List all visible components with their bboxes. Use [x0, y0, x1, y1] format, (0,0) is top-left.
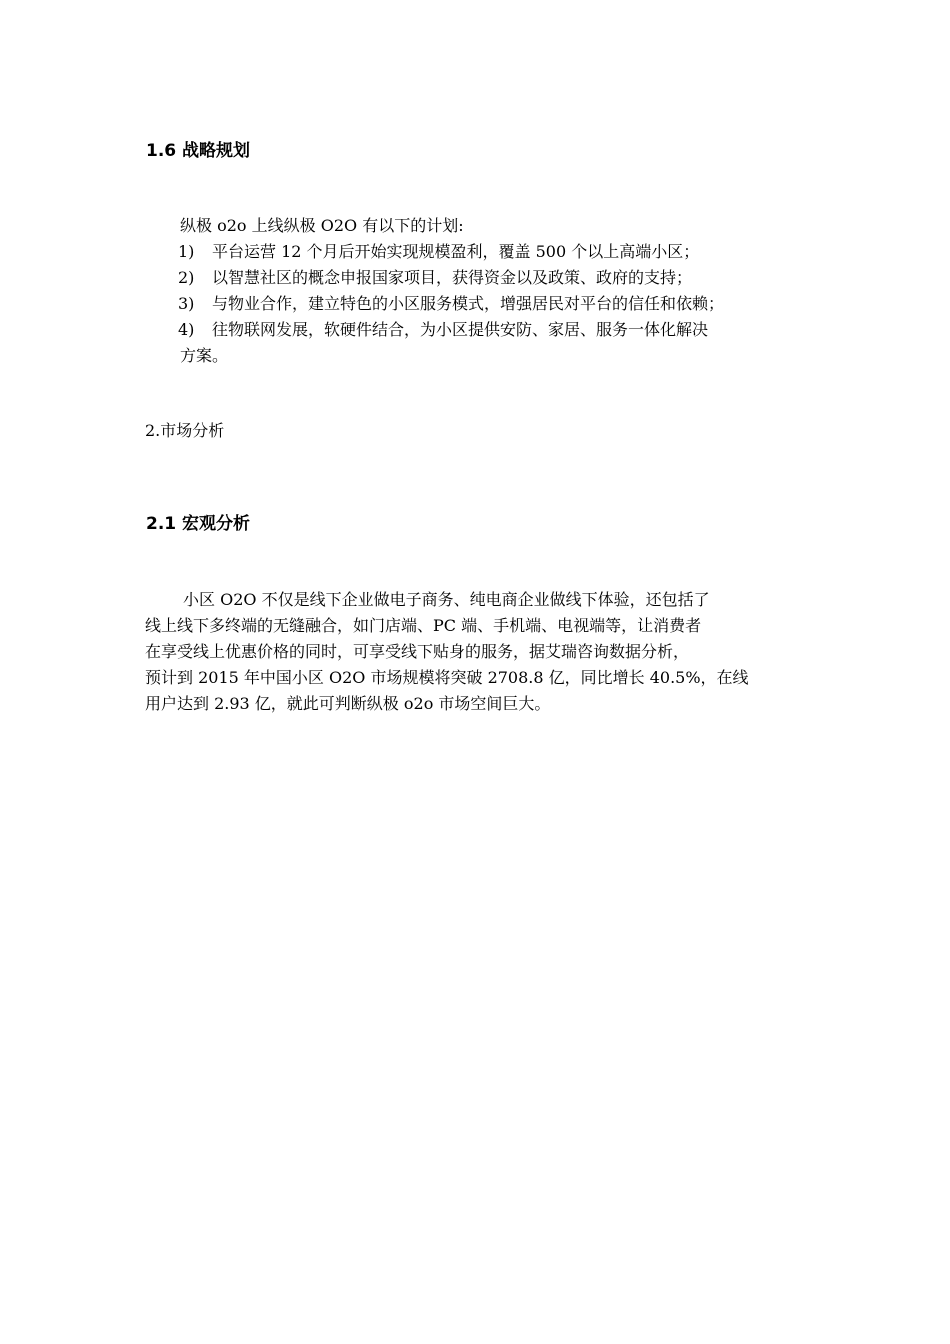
section-2-heading: 2.市场分析	[145, 421, 225, 440]
plan-item-4	[178, 317, 708, 343]
plan-item-1-text: 平台运营 12 个月后开始实现规模盈利，覆盖 500 个以上高端小区；	[212, 242, 700, 261]
paragraph-line: 预计到 2015 年中国小区 O2O 市场规模将突破 2708.8 亿，同比增长 40.5%，在线	[145, 668, 749, 687]
plan-item-4-text: 往物联网发展，软硬件结合，为小区提供安防、家居、服务一体化解决	[212, 320, 709, 339]
plan-item-4-continuation: 方案。	[180, 346, 229, 365]
plan-item-2-number: 2)	[178, 268, 195, 287]
plan-intro: 纵极 o2o 上线纵极 O2O 有以下的计划:	[180, 216, 464, 235]
plan-item-4-number: 4)	[178, 320, 195, 339]
plan-item-1-number: 1)	[178, 242, 195, 261]
plan-item-3-text: 与物业合作，建立特色的小区服务模式，增强居民对平台的信任和依赖；	[212, 294, 725, 313]
macro-analysis-paragraph	[145, 587, 815, 717]
plan-item-2-text: 以智慧社区的概念申报国家项目，获得资金以及政策、政府的支持；	[212, 268, 693, 287]
plan-item-3	[178, 291, 724, 317]
plan-item-3-number: 3)	[178, 294, 195, 313]
paragraph-line: 小区 O2O 不仅是线下企业做电子商务、纯电商企业做线下体验，还包括了	[183, 590, 710, 609]
section-1-6-heading: 1.6 战略规划	[146, 141, 251, 161]
paragraph-line: 用户达到 2.93 亿，就此可判断纵极 o2o 市场空间巨大。	[145, 694, 551, 713]
plan-item-1	[178, 239, 699, 265]
section-2-1-heading: 2.1 宏观分析	[146, 514, 251, 534]
paragraph-line: 线上线下多终端的无缝融合，如门店端、PC 端、手机端、电视端等，让消费者	[145, 616, 702, 635]
plan-item-2	[178, 265, 692, 291]
paragraph-line: 在享受线上优惠价格的同时，可享受线下贴身的服务，据艾瑞咨询数据分析，	[145, 642, 690, 661]
